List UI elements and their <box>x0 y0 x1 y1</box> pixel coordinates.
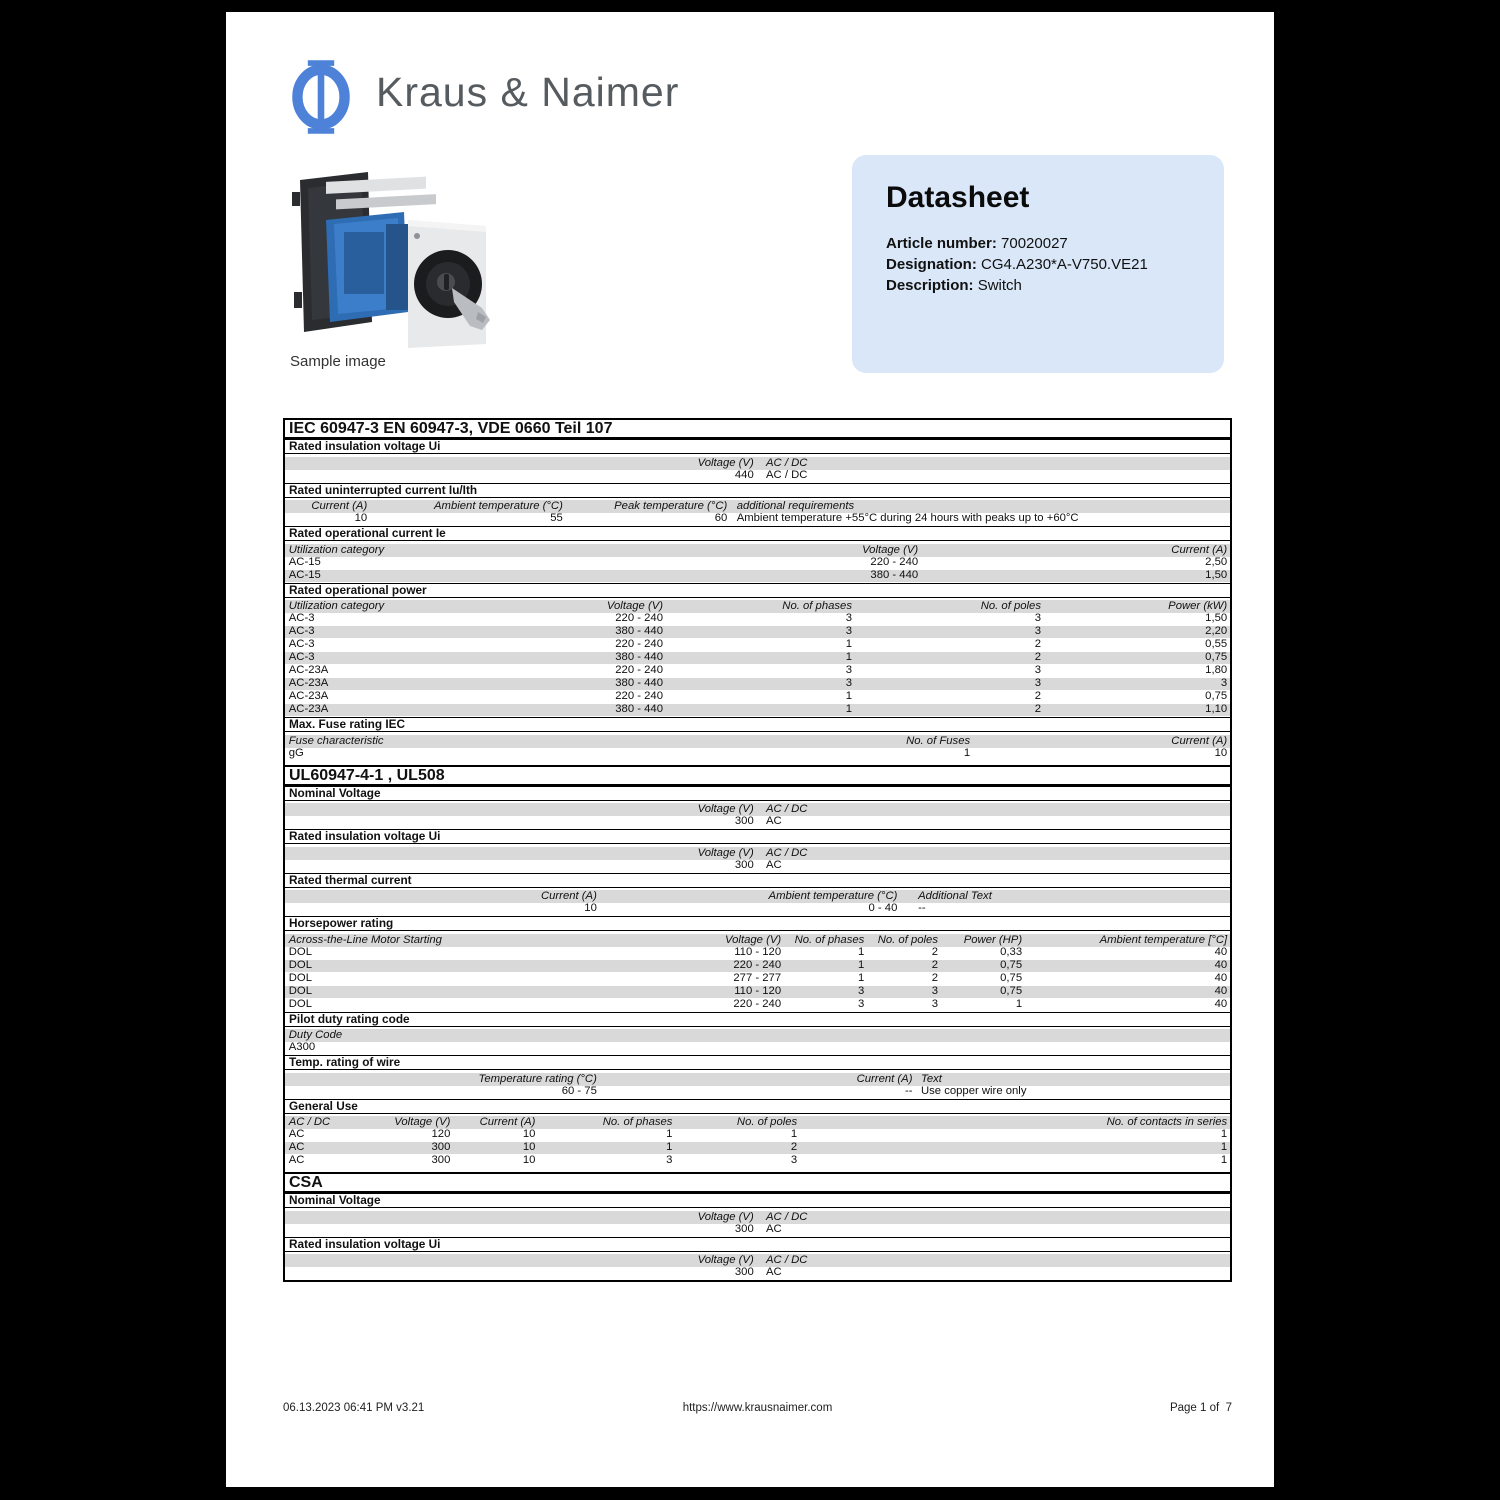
table-cell: 10 <box>522 1141 536 1153</box>
table-cell: 60 <box>714 512 728 524</box>
table-section-header: Rated operational current Ie <box>285 526 1230 541</box>
product-image <box>286 162 496 352</box>
table-cell: 1,80 <box>1205 664 1228 676</box>
table-data-row <box>285 570 1230 583</box>
table-cell: 1 <box>1220 1141 1228 1153</box>
datasheet-info-box <box>852 155 1224 373</box>
table-cell: Voltage (V) <box>697 1210 754 1223</box>
table-cell: AC / DC <box>766 1210 808 1223</box>
table-data-row <box>285 626 1230 639</box>
table-column-header-row <box>285 1116 1230 1129</box>
spec-table <box>283 418 1232 1282</box>
table-cell: AC-3 <box>288 612 315 624</box>
table-cell: 3 <box>1034 677 1041 689</box>
table-data-row <box>285 960 1230 973</box>
table-cell: Ambient temperature +55°C during 24 hours with peaks up to +60°C <box>736 512 1079 524</box>
table-cell: AC-3 <box>288 625 315 637</box>
table-cell: 110 - 120 <box>734 984 782 997</box>
table-cell: 40 <box>1214 958 1228 971</box>
table-cell: No. of poles <box>736 1116 798 1128</box>
table-cell: 0 - 40 <box>868 902 898 914</box>
table-cell: Power (HP) <box>963 933 1023 946</box>
table-section-header: Nominal Voltage <box>285 1193 1230 1208</box>
table-data-row <box>285 613 1230 626</box>
table-data-row <box>285 513 1230 526</box>
table-cell: 10 <box>522 1154 536 1166</box>
table-data-row <box>285 470 1230 483</box>
table-cell: Voltage (V) <box>394 1116 451 1128</box>
table-cell: No. of contacts in series <box>1106 1116 1228 1128</box>
brand-name: Kraus & Naimer <box>376 69 680 115</box>
table-data-row <box>285 678 1230 691</box>
table-cell: AC-23A <box>288 664 329 676</box>
table-cell: Text <box>920 1072 942 1085</box>
article-number-line <box>886 233 1224 254</box>
table-cell: 220 - 240 <box>870 555 919 568</box>
table-cell: 1 <box>858 945 865 958</box>
table-column-header-row <box>285 934 1230 947</box>
table-section-header: Rated insulation voltage Ui <box>285 439 1230 454</box>
table-cell: 220 - 240 <box>615 612 663 624</box>
table-data-row <box>285 748 1230 761</box>
table-cell: 1 <box>845 638 852 650</box>
table-cell: 110 - 120 <box>734 945 782 958</box>
table-cell: AC / DC <box>766 1254 808 1266</box>
table-cell: Voltage (V) <box>697 846 754 859</box>
table-cell: 120 <box>431 1128 451 1140</box>
table-cell: additional requirements <box>736 500 855 512</box>
table-cell: gG <box>288 746 304 759</box>
table-cell: 55 <box>550 512 563 524</box>
table-cell: AC / DC <box>766 468 808 481</box>
table-cell: 1 <box>845 651 852 663</box>
table-cell: Temperature rating (°C) <box>478 1072 597 1085</box>
table-cell: Additional Text <box>918 890 992 902</box>
table-data-row <box>285 1267 1230 1280</box>
table-data-row <box>285 652 1230 665</box>
table-cell: 40 <box>1214 945 1228 958</box>
table-section-header: Max. Fuse rating IEC <box>285 717 1230 732</box>
table-cell: 3 <box>931 997 938 1010</box>
table-cell: No. of poles <box>877 933 938 946</box>
table-cell: Voltage (V) <box>606 600 663 612</box>
table-cell: AC <box>288 1141 305 1153</box>
designation-label: Designation: <box>886 256 977 273</box>
table-group-header: CSA <box>285 1172 1230 1193</box>
table-cell: AC-15 <box>288 568 321 581</box>
table-data-row <box>285 986 1230 999</box>
table-cell: 3 <box>1220 677 1228 689</box>
table-data-row <box>285 860 1230 873</box>
table-section-header: Rated thermal current <box>285 873 1230 888</box>
table-cell: 2,20 <box>1205 625 1228 637</box>
description-value: Switch <box>977 277 1022 294</box>
table-section-header: Temp. rating of wire <box>285 1055 1230 1070</box>
table-section-header: Rated uninterrupted current Iu/Ith <box>285 483 1230 498</box>
table-cell: 2 <box>1034 703 1041 715</box>
table-cell: Voltage (V) <box>697 1254 754 1266</box>
designation-line <box>886 254 1224 275</box>
table-data-row <box>285 1155 1230 1168</box>
table-cell: 2 <box>931 971 938 984</box>
table-cell: AC <box>288 1154 305 1166</box>
table-cell: AC-23A <box>288 677 329 689</box>
table-cell: 380 - 440 <box>615 703 663 715</box>
table-cell: AC / DC <box>766 846 808 859</box>
table-section-header: Horsepower rating <box>285 916 1230 931</box>
table-cell: 40 <box>1214 971 1228 984</box>
table-cell: Peak temperature (°C) <box>614 500 728 512</box>
description-line <box>886 275 1224 296</box>
product-caption: Sample image <box>290 353 386 370</box>
table-cell: 3 <box>845 677 852 689</box>
table-cell: No. of phases <box>602 1116 673 1128</box>
table-column-header-row <box>285 1211 1230 1224</box>
table-cell: 10 <box>1214 746 1228 759</box>
table-cell: 300 <box>734 1222 754 1235</box>
designation-value: CG4.A230*A-V750.VE21 <box>981 256 1148 273</box>
page-title: Datasheet <box>886 181 1030 214</box>
table-cell: AC / DC <box>766 456 808 469</box>
table-cell: 300 <box>431 1154 451 1166</box>
table-cell: AC <box>766 815 782 827</box>
table-cell: 1 <box>1220 1128 1228 1140</box>
table-cell: -- <box>904 1084 913 1097</box>
table-column-header-row <box>285 544 1230 557</box>
table-column-header-row <box>285 457 1230 470</box>
table-cell: 440 <box>734 468 754 481</box>
table-cell: 1 <box>858 971 865 984</box>
footer-url: https://www.krausnaimer.com <box>682 1402 833 1414</box>
article-number-label: Article number: <box>886 235 997 252</box>
table-cell: AC-23A <box>288 690 329 702</box>
table-cell: Voltage (V) <box>862 543 919 556</box>
table-cell: 1,50 <box>1205 612 1228 624</box>
table-cell: 220 - 240 <box>615 664 663 676</box>
table-cell: 60 - 75 <box>561 1084 597 1097</box>
table-cell: 380 - 440 <box>615 651 663 663</box>
table-cell: 1,10 <box>1205 703 1228 715</box>
table-section-header: General Use <box>285 1099 1230 1114</box>
table-cell: 1 <box>858 958 865 971</box>
table-cell: Across-the-Line Motor Starting <box>288 933 442 946</box>
table-cell: 0,75 <box>1205 690 1228 702</box>
table-cell: Voltage (V) <box>697 456 754 469</box>
table-column-header-row <box>285 600 1230 613</box>
table-column-header-row <box>285 735 1230 748</box>
table-cell: 0,55 <box>1205 638 1228 650</box>
table-cell: 2 <box>1034 638 1041 650</box>
table-cell: Voltage (V) <box>725 933 782 946</box>
table-cell: 0,33 <box>1000 945 1023 958</box>
table-data-row <box>285 1042 1230 1055</box>
table-data-row <box>285 1129 1230 1142</box>
table-cell: 1 <box>1015 997 1023 1010</box>
table-data-row <box>285 639 1230 652</box>
table-column-header-row <box>285 890 1230 903</box>
table-cell: 40 <box>1214 984 1228 997</box>
table-group-header: IEC 60947-3 EN 60947-3, VDE 0660 Teil 107 <box>285 418 1230 439</box>
table-cell: 10 <box>522 1128 536 1140</box>
footer-date-version: 06.13.2023 06:41 PM v3.21 <box>283 1402 425 1414</box>
table-data-row <box>285 947 1230 960</box>
table-cell: AC / DC <box>288 1116 331 1128</box>
table-section-header: Rated insulation voltage Ui <box>285 829 1230 844</box>
table-cell: Current (A) <box>856 1072 913 1085</box>
table-column-header-row <box>285 1029 1230 1042</box>
table-cell: 10 <box>584 902 597 914</box>
table-cell: 0,75 <box>1000 971 1023 984</box>
table-cell: Current (A) <box>479 1116 536 1128</box>
table-section-header: Rated operational power <box>285 583 1230 598</box>
table-cell: DOL <box>288 945 312 958</box>
table-cell: 1 <box>1220 1154 1228 1166</box>
table-cell: 300 <box>734 815 754 827</box>
table-cell: 3 <box>1034 664 1041 676</box>
table-cell: 1,50 <box>1205 568 1228 581</box>
table-cell: Ambient temperature (°C) <box>768 890 898 902</box>
table-cell: 300 <box>431 1141 451 1153</box>
table-cell: DOL <box>288 984 312 997</box>
table-cell: 1 <box>790 1128 798 1140</box>
table-cell: 380 - 440 <box>870 568 919 581</box>
table-data-row <box>285 1142 1230 1155</box>
table-cell: 300 <box>734 858 754 871</box>
table-cell: 2 <box>790 1141 798 1153</box>
table-cell: 2 <box>1034 651 1041 663</box>
table-cell: 3 <box>1034 612 1041 624</box>
table-cell: 380 - 440 <box>615 625 663 637</box>
table-cell: 3 <box>858 997 865 1010</box>
brand-phi-icon <box>288 57 354 137</box>
footer-page-number: Page 1 of 7 <box>1169 1402 1232 1414</box>
table-cell: 0,75 <box>1000 958 1023 971</box>
table-cell: 220 - 240 <box>733 997 782 1010</box>
table-cell: DOL <box>288 958 312 971</box>
table-cell: Utilization category <box>288 543 385 556</box>
table-data-row <box>285 816 1230 829</box>
table-section-header: Pilot duty rating code <box>285 1012 1230 1027</box>
table-cell: AC-15 <box>288 555 321 568</box>
table-cell: Voltage (V) <box>697 803 754 815</box>
table-column-header-row <box>285 847 1230 860</box>
table-cell: 2 <box>1034 690 1041 702</box>
table-cell: Ambient temperature [°C] <box>1099 933 1228 946</box>
table-cell: 0,75 <box>1000 984 1023 997</box>
table-data-row <box>285 973 1230 986</box>
table-cell: 220 - 240 <box>615 690 663 702</box>
table-data-row <box>285 557 1230 570</box>
table-cell: No. of phases <box>794 933 865 946</box>
table-cell: No. of Fuses <box>906 734 971 747</box>
table-cell: Ambient temperature (°C) <box>434 500 563 512</box>
table-cell: 1 <box>845 703 852 715</box>
table-group-header: UL60947-4-1 , UL508 <box>285 765 1230 786</box>
table-section-header: Rated insulation voltage Ui <box>285 1237 1230 1252</box>
table-data-row <box>285 1086 1230 1099</box>
description-label: Description: <box>886 277 974 294</box>
table-cell: Power (kW) <box>1168 600 1228 612</box>
table-cell: 1 <box>666 1128 673 1140</box>
table-section-header: Nominal Voltage <box>285 786 1230 801</box>
table-cell: No. of phases <box>782 600 852 612</box>
table-data-row <box>285 903 1230 916</box>
table-cell: Current (A) <box>1171 543 1228 556</box>
table-cell: Current (A) <box>1171 734 1228 747</box>
table-cell: 3 <box>1034 625 1041 637</box>
table-cell: 10 <box>354 512 368 524</box>
table-data-row <box>285 691 1230 704</box>
table-cell: AC <box>766 858 782 871</box>
table-cell: 1 <box>845 690 852 702</box>
table-cell: 220 - 240 <box>733 958 782 971</box>
table-cell: AC <box>766 1266 782 1278</box>
table-cell: 3 <box>790 1154 798 1166</box>
table-cell: No. of poles <box>980 600 1041 612</box>
table-cell: 3 <box>845 612 852 624</box>
table-cell: Use copper wire only <box>920 1084 1027 1097</box>
article-number-value: 70020027 <box>1001 235 1068 252</box>
table-cell: DOL <box>288 971 312 984</box>
table-cell: 3 <box>845 664 852 676</box>
table-cell: DOL <box>288 997 312 1010</box>
table-cell: A300 <box>288 1041 316 1053</box>
table-cell: Current (A) <box>540 890 597 902</box>
table-column-header-row <box>285 803 1230 816</box>
table-cell: 2 <box>931 945 938 958</box>
table-cell: AC-23A <box>288 703 329 715</box>
table-column-header-row <box>285 1254 1230 1267</box>
table-column-header-row <box>285 1073 1230 1086</box>
table-cell: Current (A) <box>311 500 368 512</box>
table-cell: Fuse characteristic <box>288 734 384 747</box>
table-cell: 220 - 240 <box>615 638 663 650</box>
table-cell: 2 <box>931 958 938 971</box>
table-cell: 277 - 277 <box>733 971 782 984</box>
datasheet-page <box>222 8 1278 1491</box>
table-cell: 3 <box>845 625 852 637</box>
table-cell: AC <box>288 1128 305 1140</box>
table-cell: AC-3 <box>288 638 315 650</box>
table-cell: 1 <box>666 1141 673 1153</box>
table-data-row <box>285 999 1230 1012</box>
table-data-row <box>285 665 1230 678</box>
table-cell: 3 <box>858 984 865 997</box>
table-cell: Duty Code <box>288 1029 343 1041</box>
table-cell: 2,50 <box>1205 555 1228 568</box>
table-cell: 380 - 440 <box>615 677 663 689</box>
table-data-row <box>285 704 1230 717</box>
table-cell: 1 <box>963 746 971 759</box>
table-cell: 0,75 <box>1205 651 1228 663</box>
table-cell: 3 <box>666 1154 673 1166</box>
table-cell: Utilization category <box>288 600 385 612</box>
table-cell: AC / DC <box>766 803 808 815</box>
table-cell: 40 <box>1214 997 1228 1010</box>
table-cell: -- <box>918 902 926 914</box>
table-data-row <box>285 1224 1230 1237</box>
table-cell: 3 <box>931 984 938 997</box>
table-cell: AC-3 <box>288 651 315 663</box>
table-cell: AC <box>766 1222 782 1235</box>
table-cell: 300 <box>734 1266 754 1278</box>
